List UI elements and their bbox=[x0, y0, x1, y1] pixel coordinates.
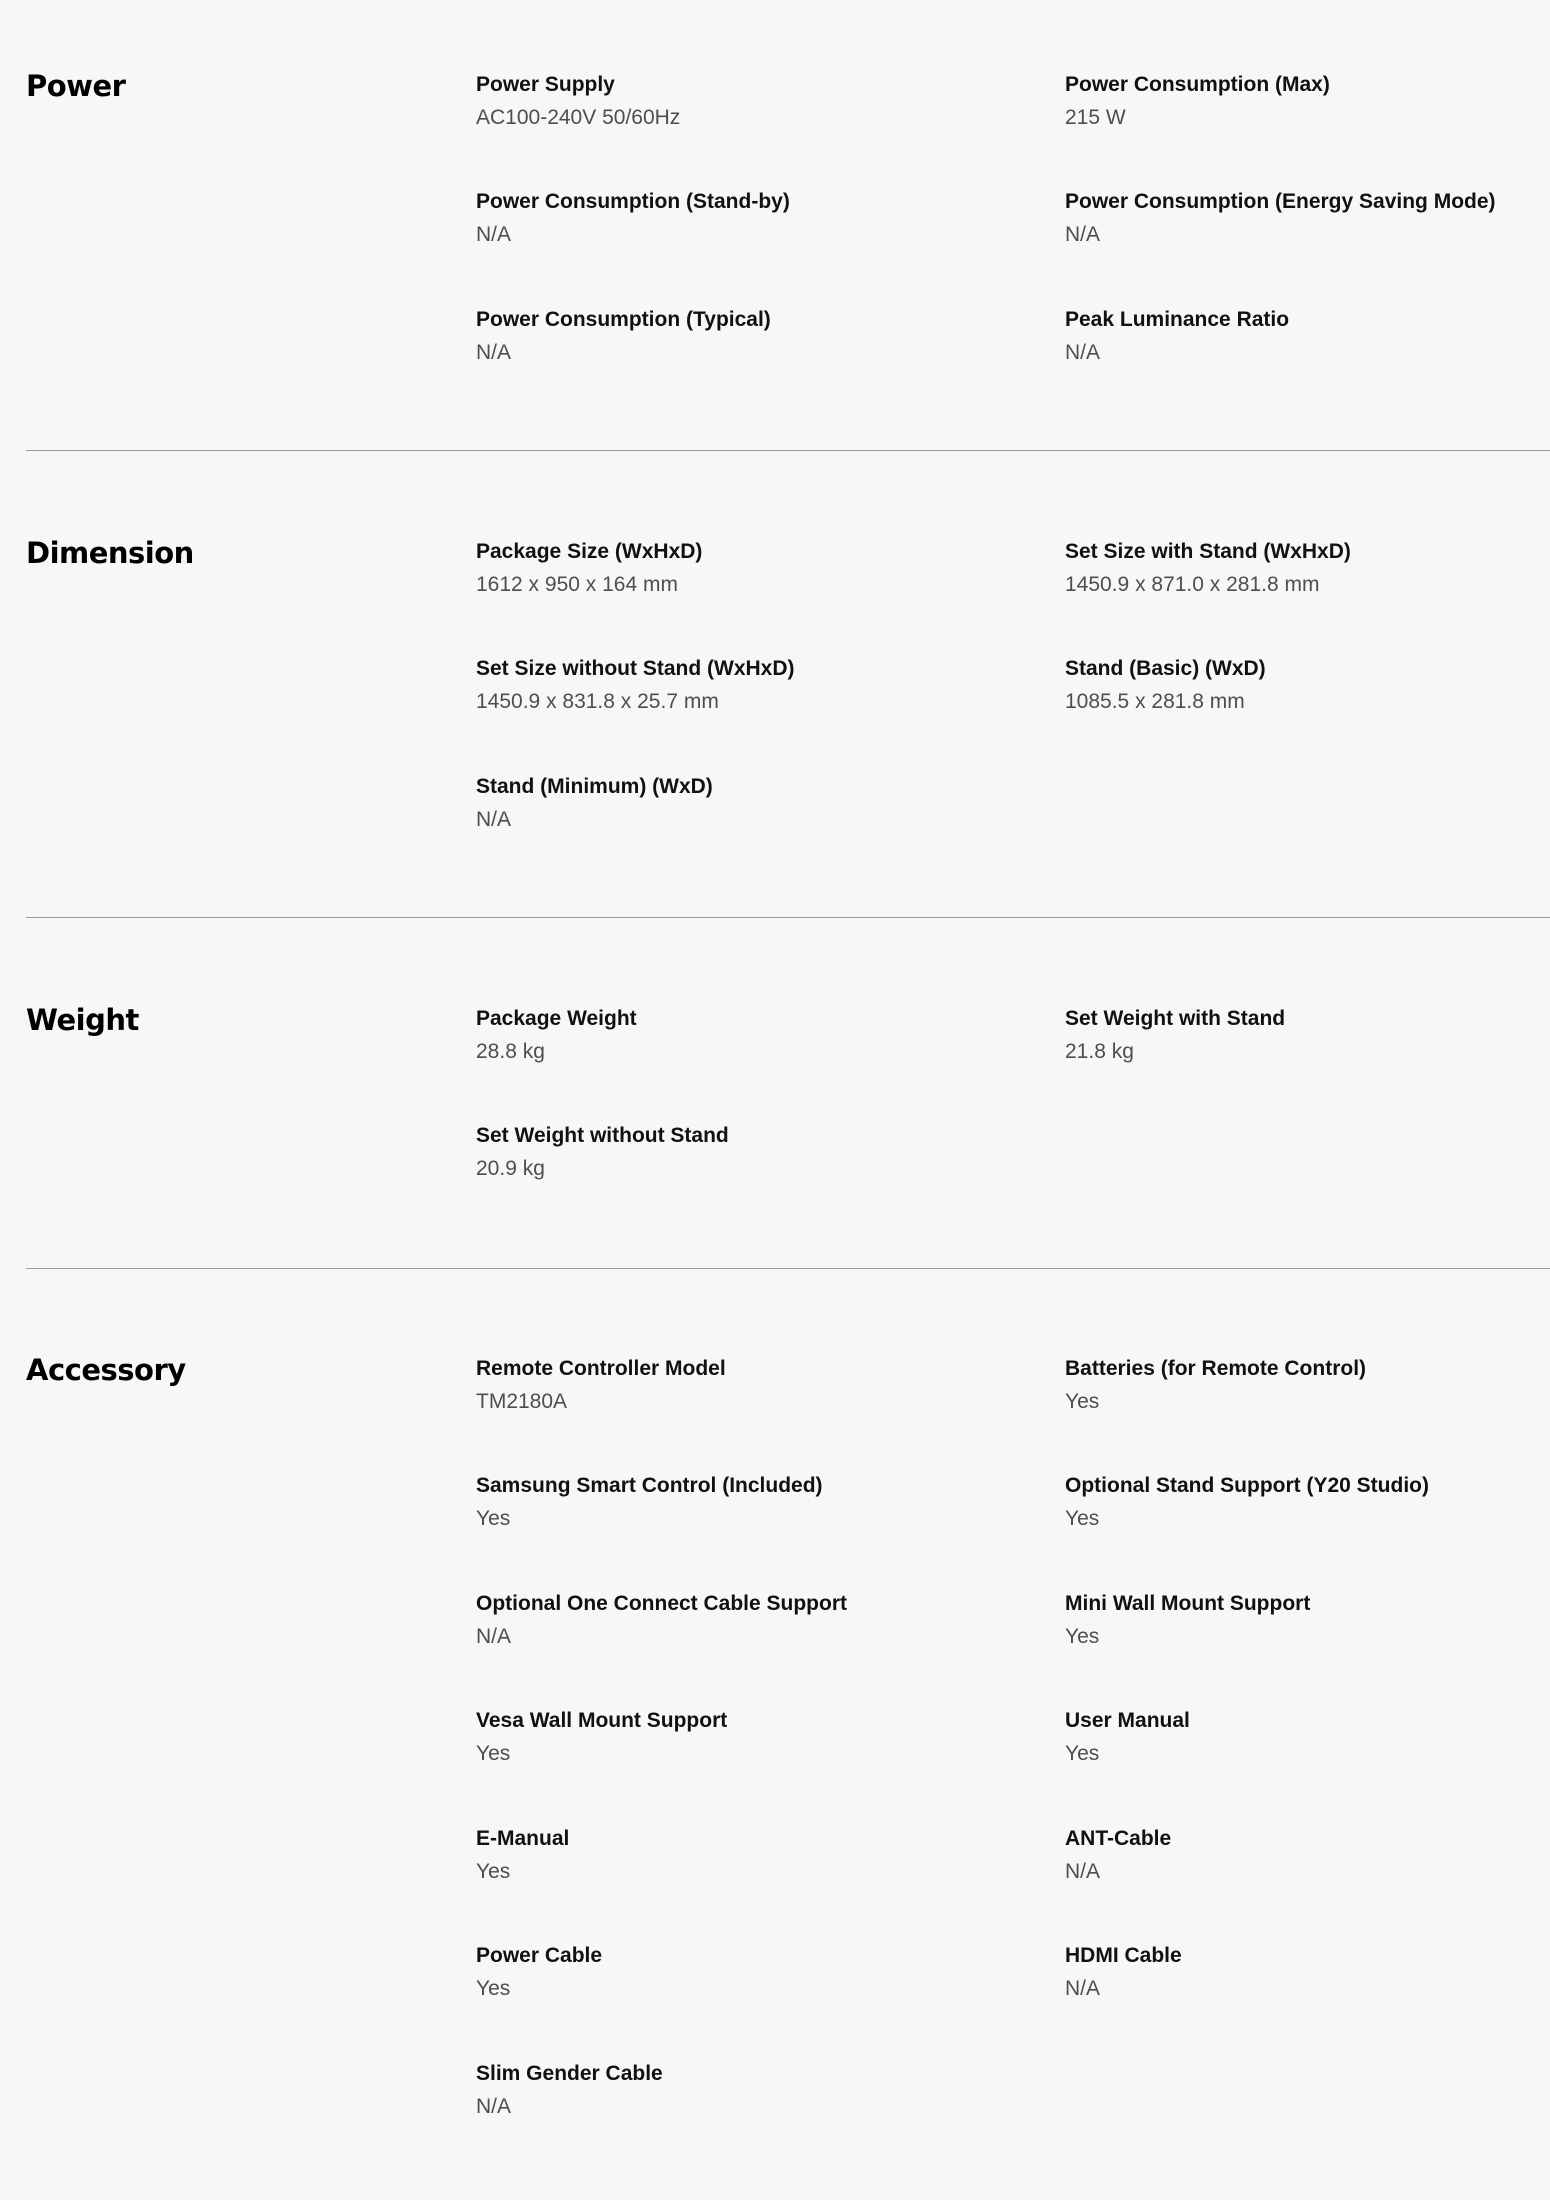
spec-label: Samsung Smart Control (Included) bbox=[476, 1474, 823, 1497]
spec-label: Slim Gender Cable bbox=[476, 2062, 663, 2085]
spec-label: Mini Wall Mount Support bbox=[1065, 1592, 1311, 1615]
spec-item bbox=[476, 1708, 1036, 1767]
spec-item bbox=[1065, 656, 1550, 715]
spec-label: ANT-Cable bbox=[1065, 1827, 1172, 1850]
spec-item bbox=[1065, 1708, 1550, 1767]
spec-item bbox=[1065, 1826, 1550, 1885]
spec-item bbox=[1065, 1473, 1550, 1532]
spec-value: 28.8 kg bbox=[476, 1040, 545, 1063]
spec-label: Peak Luminance Ratio bbox=[1065, 308, 1290, 331]
spec-value: 1450.9 x 831.8 x 25.7 mm bbox=[476, 690, 719, 713]
spec-item bbox=[476, 1943, 1036, 2002]
spec-value: N/A bbox=[476, 341, 512, 364]
spec-label: Package Size (WxHxD) bbox=[476, 540, 703, 563]
spec-value: 21.8 kg bbox=[1065, 1040, 1134, 1063]
spec-label: Remote Controller Model bbox=[476, 1357, 726, 1380]
spec-label: Power Consumption (Max) bbox=[1065, 73, 1330, 96]
spec-item bbox=[476, 774, 1036, 833]
spec-label: Power Consumption (Stand-by) bbox=[476, 190, 790, 213]
spec-item bbox=[476, 1356, 1036, 1415]
spec-item bbox=[1065, 1356, 1550, 1415]
spec-value: N/A bbox=[476, 2095, 512, 2118]
section-title: Dimension bbox=[26, 536, 194, 570]
spec-item bbox=[476, 1006, 1036, 1065]
spec-value: 215 W bbox=[1065, 106, 1126, 129]
spec-item bbox=[476, 307, 1036, 366]
spec-item bbox=[476, 1123, 1036, 1182]
spec-label: Batteries (for Remote Control) bbox=[1065, 1357, 1367, 1380]
spec-value: Yes bbox=[476, 1742, 511, 1765]
spec-item bbox=[1065, 307, 1550, 366]
section-title: Power bbox=[26, 69, 126, 103]
spec-label: Power Consumption (Typical) bbox=[476, 308, 771, 331]
spec-value: Yes bbox=[476, 1507, 511, 1530]
spec-item bbox=[476, 1473, 1036, 1532]
spec-item bbox=[476, 1826, 1036, 1885]
spec-label: E-Manual bbox=[476, 1827, 570, 1850]
spec-item bbox=[1065, 1006, 1550, 1065]
section-divider bbox=[26, 1268, 1550, 1269]
spec-label: Set Size without Stand (WxHxD) bbox=[476, 657, 795, 680]
spec-label: Set Weight with Stand bbox=[1065, 1007, 1286, 1030]
spec-item bbox=[1065, 189, 1550, 248]
spec-value: AC100-240V 50/60Hz bbox=[476, 106, 681, 129]
spec-item bbox=[476, 72, 1036, 131]
spec-label: Set Weight without Stand bbox=[476, 1124, 729, 1147]
spec-item bbox=[476, 2061, 1036, 2120]
spec-value: Yes bbox=[1065, 1742, 1100, 1765]
section-divider bbox=[26, 917, 1550, 918]
spec-value: N/A bbox=[1065, 1860, 1101, 1883]
spec-item bbox=[476, 539, 1036, 598]
spec-item bbox=[1065, 1943, 1550, 2002]
spec-label: Set Size with Stand (WxHxD) bbox=[1065, 540, 1351, 563]
spec-value: TM2180A bbox=[476, 1390, 568, 1413]
spec-value: 20.9 kg bbox=[476, 1157, 545, 1180]
spec-label: Power Supply bbox=[476, 73, 615, 96]
spec-value: Yes bbox=[476, 1860, 511, 1883]
spec-value: Yes bbox=[1065, 1625, 1100, 1648]
spec-item bbox=[1065, 72, 1550, 131]
spec-label: Vesa Wall Mount Support bbox=[476, 1709, 728, 1732]
spec-label: Power Cable bbox=[476, 1944, 603, 1967]
spec-label: Package Weight bbox=[476, 1007, 637, 1030]
spec-item bbox=[476, 1591, 1036, 1650]
spec-value: N/A bbox=[476, 1625, 512, 1648]
spec-label: User Manual bbox=[1065, 1709, 1190, 1732]
spec-label: Optional One Connect Cable Support bbox=[476, 1592, 848, 1615]
spec-label: Power Consumption (Energy Saving Mode) bbox=[1065, 190, 1496, 213]
spec-item bbox=[476, 656, 1036, 715]
spec-item bbox=[1065, 1591, 1550, 1650]
spec-item bbox=[1065, 539, 1550, 598]
section-title: Accessory bbox=[26, 1353, 186, 1387]
spec-value: N/A bbox=[476, 223, 512, 246]
spec-value: N/A bbox=[476, 808, 512, 831]
spec-value: N/A bbox=[1065, 223, 1101, 246]
spec-value: 1450.9 x 871.0 x 281.8 mm bbox=[1065, 573, 1320, 596]
spec-label: Stand (Basic) (WxD) bbox=[1065, 657, 1266, 680]
spec-value: 1085.5 x 281.8 mm bbox=[1065, 690, 1245, 713]
spec-value: Yes bbox=[1065, 1507, 1100, 1530]
spec-value: N/A bbox=[1065, 341, 1101, 364]
spec-value: Yes bbox=[476, 1977, 511, 2000]
spec-label: Stand (Minimum) (WxD) bbox=[476, 775, 713, 798]
spec-label: HDMI Cable bbox=[1065, 1944, 1182, 1967]
spec-value: N/A bbox=[1065, 1977, 1101, 2000]
section-title: Weight bbox=[26, 1003, 139, 1037]
spec-value: 1612 x 950 x 164 mm bbox=[476, 573, 678, 596]
spec-value: Yes bbox=[1065, 1390, 1100, 1413]
spec-item bbox=[476, 189, 1036, 248]
spec-label: Optional Stand Support (Y20 Studio) bbox=[1065, 1474, 1429, 1497]
section-divider bbox=[26, 450, 1550, 451]
